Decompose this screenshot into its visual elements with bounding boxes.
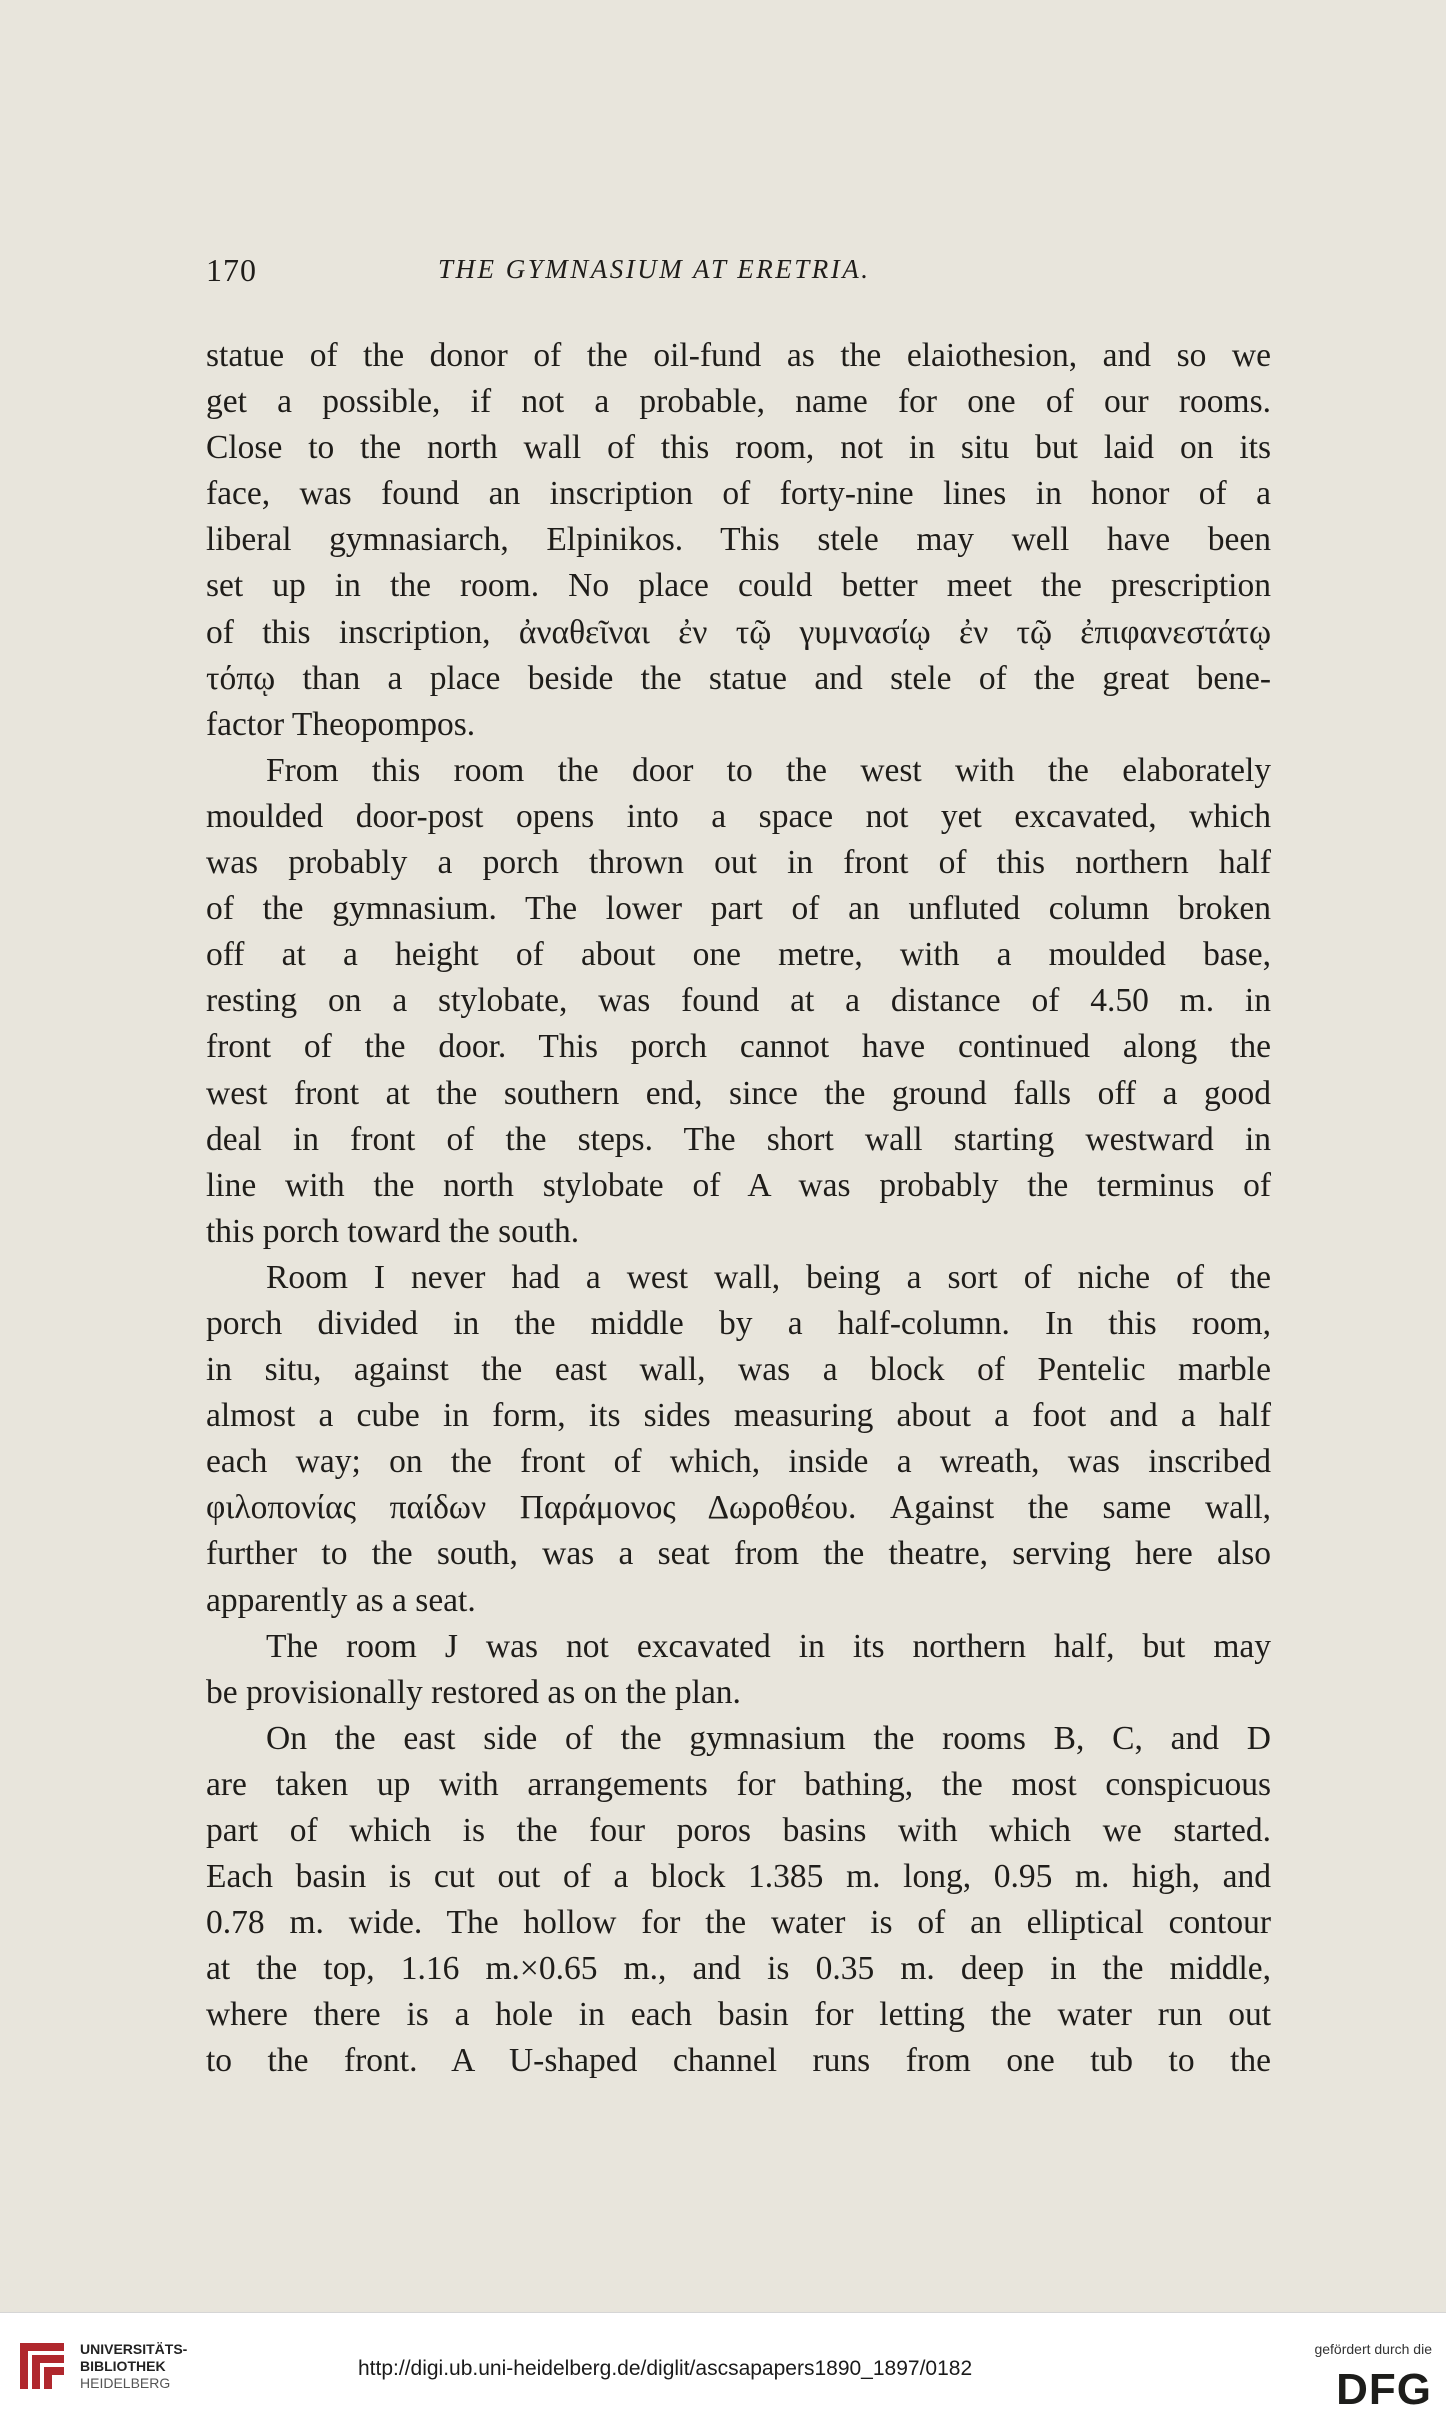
library-name-line: BIBLIOTHEK — [80, 2358, 166, 2374]
text-line: get a possible, if not a probable, name for one of our rooms. — [206, 383, 1271, 421]
text-line: liberal gymnasiarch, Elpinikos. This stele may well have been — [206, 521, 1271, 559]
body-text — [206, 333, 1271, 2085]
text-line: apparently as a seat. — [206, 1581, 476, 1619]
text-line: factor Theopompos. — [206, 705, 476, 743]
text-line: statue of the donor of the oil-fund as the elaiothesion, and so we — [206, 337, 1271, 374]
text-line: of the gymnasium. The lower part of an unfluted column broken — [206, 890, 1271, 928]
text-line: Each basin is cut out of a block 1.385 m. long, 0.95 m. high, and — [206, 1858, 1271, 1896]
library-name-line: HEIDELBERG — [80, 2375, 171, 2391]
viewer-footer — [0, 2312, 1446, 2421]
permalink-url[interactable]: http://digi.ub.uni-heidelberg.de/diglit/ascsapapers1890_1897/0182 — [358, 2357, 973, 2380]
running-title: THE GYMNASIUM AT ERETRIA. — [438, 254, 871, 284]
text-line: front of the door. This porch cannot have continued along the — [206, 1028, 1271, 1066]
text-line: of this inscription, ἀναθεῖναι ἐν τῷ γυμνασίῳ ἐν τῷ ἐπιφανεστάτῳ — [206, 613, 1271, 651]
text-line: On the east side of the gymnasium the rooms B, C, and D — [266, 1719, 1271, 1757]
text-line: From this room the door to the west with the elaborately — [266, 751, 1271, 789]
text-line: each way; on the front of which, inside a wreath, was inscribed — [206, 1443, 1271, 1481]
text-line: to the front. A U-shaped channel runs from one tub to the — [206, 2042, 1271, 2080]
text-line: west front at the southern end, since the ground falls off a good — [206, 1074, 1271, 1112]
text-line: are taken up with arrangements for bathing, the most conspicuous — [206, 1765, 1271, 1803]
text-line: 0.78 m. wide. The hollow for the water is of an elliptical contour — [206, 1904, 1271, 1942]
university-library-name — [80, 2341, 187, 2392]
text-line: in situ, against the east wall, was a block of Pentelic marble — [206, 1351, 1271, 1389]
text-line: porch divided in the middle by a half-column. In this room, — [206, 1304, 1271, 1342]
text-line: set up in the room. No place could better meet the prescription — [206, 567, 1271, 605]
text-line: at the top, 1.16 m.×0.65 m., and is 0.35 m. deep in the middle, — [206, 1950, 1271, 1988]
text-line: face, was found an inscription of forty-nine lines in honor of a — [206, 475, 1271, 513]
text-line: part of which is the four poros basins with which we started. — [206, 1812, 1271, 1849]
page-header — [206, 252, 1271, 302]
text-line: deal in front of the steps. The short wall starting westward in — [206, 1120, 1271, 1158]
text-line: moulded door-post opens into a space not yet excavated, which — [206, 797, 1271, 835]
text-line: Close to the north wall of this room, not in situ but laid on its — [206, 429, 1271, 467]
page-number: 170 — [206, 252, 257, 288]
text-line: φιλοπονίας παίδων Παράμονος Δωροθέου. Against the same wall, — [206, 1489, 1271, 1527]
dfg-logo: DFG — [1336, 2365, 1432, 2414]
university-library-logo-icon — [14, 2337, 70, 2395]
text-line: τόπῳ than a place beside the statue and stele of the great bene- — [206, 659, 1271, 697]
text-line: be provisionally restored as on the plan. — [206, 1673, 741, 1711]
text-line: this porch toward the south. — [206, 1212, 580, 1250]
text-line: where there is a hole in each basin for letting the water run out — [206, 1996, 1271, 2034]
text-line: off at a height of about one metre, with a moulded base, — [206, 936, 1271, 974]
text-line: further to the south, was a seat from the theatre, serving here also — [206, 1535, 1271, 1573]
funded-by-label: gefördert durch die — [1314, 2341, 1432, 2357]
text-line: almost a cube in form, its sides measuring about a foot and a half — [206, 1397, 1271, 1435]
text-line: The room J was not excavated in its northern half, but may — [266, 1627, 1271, 1665]
library-name-line: UNIVERSITÄTS- — [80, 2341, 188, 2357]
text-line: resting on a stylobate, was found at a distance of 4.50 m. in — [206, 982, 1271, 1020]
text-line: Room I never had a west wall, being a sort of niche of the — [266, 1258, 1271, 1296]
text-line: line with the north stylobate of A was probably the terminus of — [206, 1166, 1271, 1204]
text-line: was probably a porch thrown out in front of this northern half — [206, 844, 1271, 882]
